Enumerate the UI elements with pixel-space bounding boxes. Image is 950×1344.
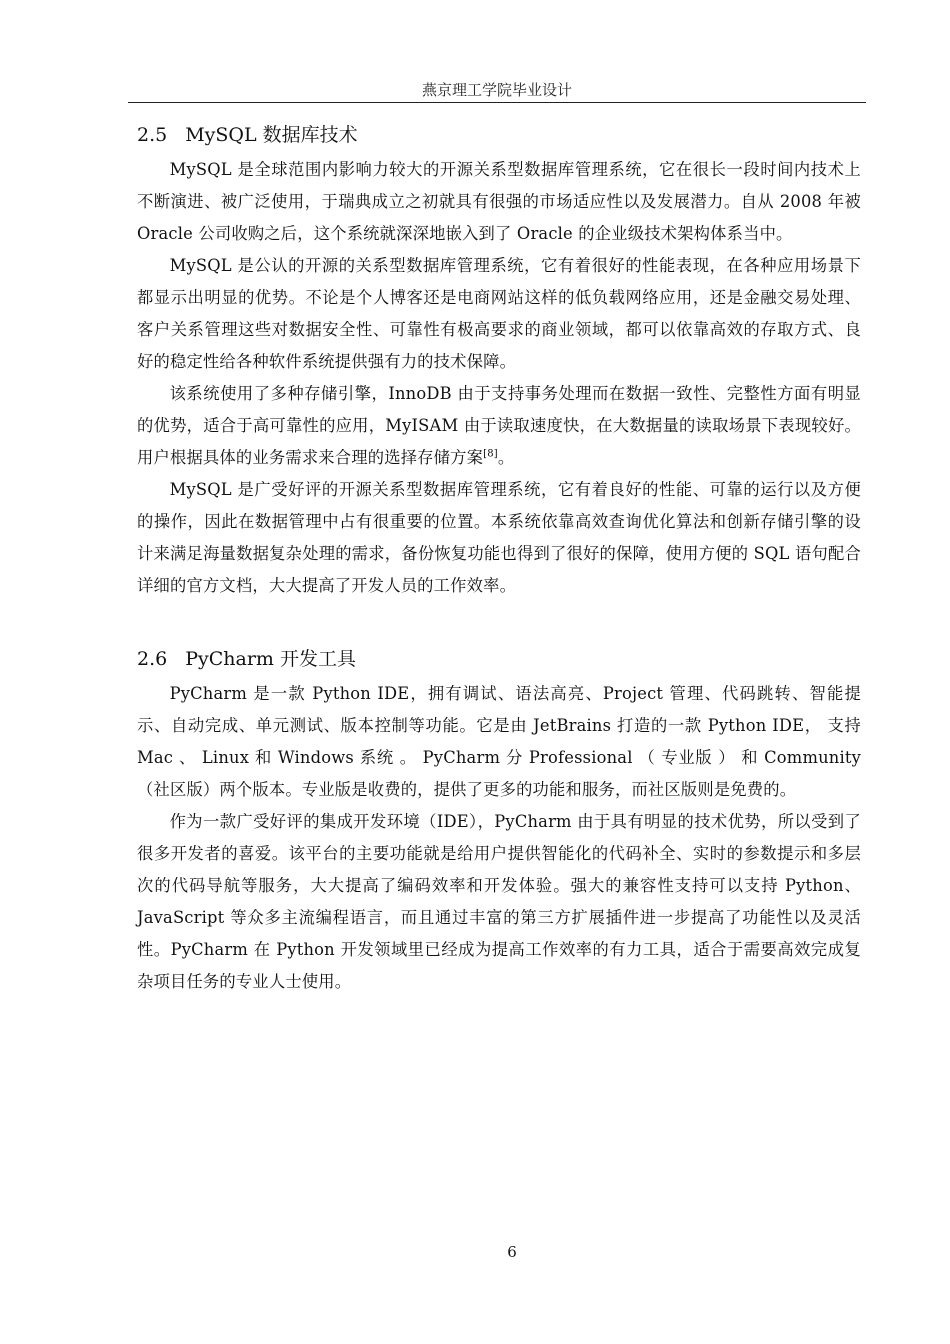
section-2-5 bbox=[137, 116, 861, 602]
paragraph: PyCharm 是一款 Python IDE，拥有调试、语法高亮、Project 管理、代码跳转、智能提示、自动完成、单元测试、版本控制等功能。它是由 JetBrains 打造的一款 Python IDE， 支持 Mac 、 Linux 和 Windows 系统 。 PyCharm 分 Professional （ 专业版 ） 和 Community（社区版）两个版本。专业版是收费的，提供了更多的功能和服务，而社区版则是免费的。 bbox=[137, 684, 861, 799]
paragraph: MySQL 是全球范围内影响力较大的开源关系型数据库管理系统，它在很长一段时间内技术上不断演进、被广泛使用，于瑞典成立之初就具有很强的市场适应性以及发展潜力。自从 2008 年被 Oracle 公司收购之后，这个系统就深深地嵌入到了 Oracle 的企业级技术架构体系当中。 bbox=[137, 160, 861, 243]
paragraph-tail: 。 bbox=[497, 448, 515, 467]
paragraph: MySQL 是广受好评的开源关系型数据库管理系统，它有着良好的性能、可靠的运行以及方便的操作，因此在数据管理中占有很重要的位置。本系统依靠高效查询优化算法和创新存储引擎的设计来满足海量数据复杂处理的需求，备份恢复功能也得到了很好的保障，使用方便的 SQL 语句配合详细的官方文档，大大提高了开发人员的工作效率。 bbox=[137, 480, 861, 595]
header-rule bbox=[128, 102, 866, 103]
paragraph: MySQL 是公认的开源的关系型数据库管理系统，它有着很好的性能表现，在各种应用场景下都显示出明显的优势。不论是个人博客还是电商网站这样的低负载网络应用，还是金融交易处理、客户关系管理这些对数据安全性、可靠性有极高要求的商业领域，都可以依靠高效的存取方式、良好的稳定性给各种软件系统提供强有力的技术保障。 bbox=[137, 256, 861, 371]
citation-mark: [8] bbox=[483, 448, 498, 460]
section-heading bbox=[137, 640, 861, 678]
section-heading bbox=[137, 116, 861, 154]
section-title-text: PyCharm 开发工具 bbox=[185, 648, 356, 670]
paragraph-text: 该系统使用了多种存储引擎，InnoDB 由于支持事务处理而在数据一致性、完整性方面有明显的优势，适合于高可靠性的应用，MyISAM 由于读取速度快，在大数据量的读取场景下表现较好。用户根据具体的业务需求来合理的选择存储方案 bbox=[137, 384, 861, 467]
section-gap bbox=[137, 602, 861, 636]
section-number: 2.5 bbox=[137, 124, 168, 146]
paragraph: 作为一款广受好评的集成开发环境（IDE），PyCharm 由于具有明显的技术优势，所以受到了很多开发者的喜爱。该平台的主要功能就是给用户提供智能化的代码补全、实时的参数提示和多层次的代码导航等服务，大大提高了编码效率和开发体验。强大的兼容性支持可以支持 Python、JavaScript 等众多主流编程语言，而且通过丰富的第三方扩展插件进一步提高了功能性以及灵活性。PyCharm 在 Python 开发领域里已经成为提高工作效率的有力工具，适合于需要高效完成复杂项目任务的专业人士使用。 bbox=[137, 812, 861, 991]
page-header: 燕京理工学院毕业设计 bbox=[421, 81, 572, 99]
section-title-text: MySQL 数据库技术 bbox=[185, 124, 358, 146]
section-number: 2.6 bbox=[137, 648, 168, 670]
page-content bbox=[137, 112, 861, 998]
page-number: 6 bbox=[507, 1243, 517, 1261]
section-2-6 bbox=[137, 640, 861, 998]
paragraph-with-citation bbox=[137, 378, 861, 474]
